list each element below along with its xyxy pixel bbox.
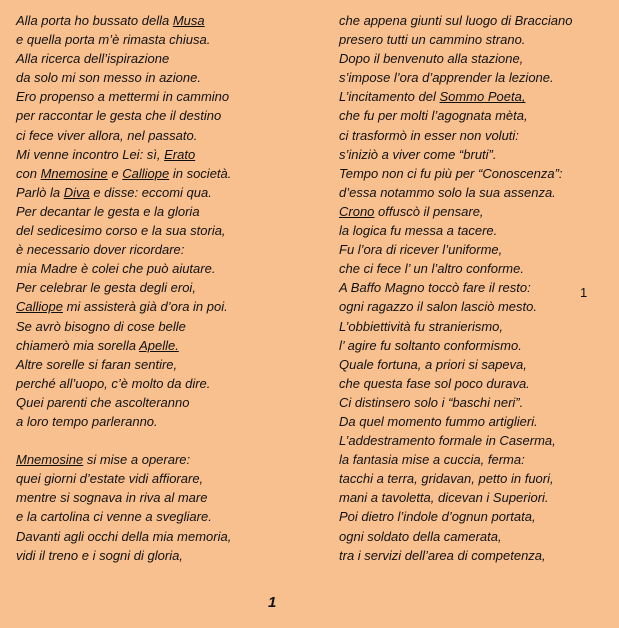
- verse-text: mi assisterà già d’ora in poi.: [62, 299, 228, 315]
- verse-text: tra i servizi dell’area di competenza,: [339, 547, 546, 563]
- verse-line: [339, 49, 609, 68]
- verse-line: [16, 317, 316, 336]
- verse-line: [16, 49, 316, 68]
- verse-text: ogni ragazzo il salon lasciò mesto.: [339, 299, 537, 315]
- verse-line: [339, 336, 609, 355]
- verse-text: che questa fase sol poco durava.: [339, 375, 530, 391]
- verse-line: [339, 317, 609, 336]
- verse-text: da solo mi son messo in azione.: [16, 70, 201, 86]
- verse-line: [16, 278, 316, 297]
- verse-line: [339, 374, 609, 393]
- verse-text: Ci distinsero solo i “baschi neri”.: [339, 394, 524, 410]
- verse-text: è necessario dover ricordare:: [16, 242, 185, 258]
- verse-text: mentre si sognava in riva al mare: [16, 490, 208, 506]
- verse-line: [339, 145, 609, 164]
- verse-text: che ci fece l’ un l’altro conforme.: [339, 261, 524, 277]
- verse-line: [339, 355, 609, 374]
- verse-line: [16, 145, 316, 164]
- verse-text: L’addestramento formale in Caserma,: [339, 433, 556, 449]
- verse-text: Quale fortuna, a priori si sapeva,: [339, 356, 527, 372]
- verse-line: [16, 336, 316, 355]
- verse-text: L’obbiettività fu stranierismo,: [339, 318, 504, 334]
- verse-line: [339, 221, 609, 240]
- underlined-name: Mnemosine: [40, 165, 108, 181]
- verse-line: [339, 412, 609, 431]
- verse-text: con: [16, 165, 41, 181]
- verse-line: [339, 431, 609, 450]
- verse-text: Tempo non ci fu più per “Conoscenza”:: [339, 165, 563, 181]
- verse-text: quei giorni d’estate vidi affiorare,: [16, 471, 204, 487]
- verse-line: [339, 240, 609, 259]
- verse-text: Ero propenso a mettermi in cammino: [16, 89, 230, 105]
- verse-line: [16, 240, 316, 259]
- verse-text: in società.: [169, 165, 232, 181]
- verse-text: perché all’uopo, c’è molto da dire.: [16, 375, 211, 391]
- verse-text: Alla porta ho bussato della: [16, 13, 173, 28]
- verse-line: [339, 11, 609, 30]
- verse-text: tacchi a terra, gridavan, petto in fuori,: [339, 471, 554, 487]
- verse-line: [339, 106, 609, 125]
- verse-text: s’iniziò a viver come “bruti”.: [339, 146, 497, 162]
- verse-line: [339, 546, 609, 565]
- verse-text: Alla ricerca dell’ispirazione: [16, 51, 170, 67]
- verse-line: [339, 126, 609, 145]
- verse-line: [16, 412, 316, 431]
- verse-line: [339, 87, 609, 106]
- verse-line: [339, 469, 609, 488]
- verse-text: s’impose l’ora d’apprender la lezione.: [339, 70, 554, 86]
- verse-text: Mi venne incontro Lei: sì,: [16, 146, 165, 162]
- verse-line: [16, 355, 316, 374]
- verse-text: vidi il treno e i sogni di gloria,: [16, 547, 183, 563]
- underlined-name: Calliope: [122, 165, 170, 181]
- verse-text: e quella porta m’è rimasta chiusa.: [16, 32, 211, 48]
- verse-line: [339, 259, 609, 278]
- verse-line: [339, 450, 609, 469]
- verse-text: che appena giunti sul luogo di Bracciano: [339, 13, 573, 28]
- verse-text: Se avrò bisogno di cose belle: [16, 318, 186, 334]
- verse-line: [16, 126, 316, 145]
- verse-line: [16, 297, 316, 316]
- verse-line: [16, 431, 316, 450]
- verse-text: del sedicesimo corso e la sua storia,: [16, 223, 226, 239]
- verse-text: offuscò il pensare,: [374, 203, 484, 219]
- verse-line: [16, 183, 316, 202]
- verse-text: presero tutti un cammino strano.: [339, 32, 526, 48]
- underlined-name: Diva: [63, 184, 90, 200]
- margin-number: 1: [580, 285, 588, 300]
- verse-line: [16, 68, 316, 87]
- verse-text: Poi dietro l’indole d’ognun portata,: [339, 509, 536, 525]
- verse-line: [16, 527, 316, 546]
- verse-line: [339, 393, 609, 412]
- verse-text: e disse: eccomi qua.: [89, 184, 212, 200]
- verse-text: Per decantar le gesta e la gloria: [16, 203, 200, 219]
- verse-text: Quei parenti che ascolteranno: [16, 394, 190, 410]
- underlined-name: Sommo Poeta,: [439, 89, 526, 105]
- underlined-name: Crono: [339, 203, 375, 219]
- verse-line: [16, 374, 316, 393]
- verse-text: e la cartolina ci venne a svegliare.: [16, 509, 212, 525]
- verse-text: Per celebrar le gesta degli eroi,: [16, 280, 196, 296]
- verse-line: [16, 221, 316, 240]
- verse-line: [16, 393, 316, 412]
- verse-line: [339, 297, 609, 316]
- underlined-name: Mnemosine: [16, 452, 84, 468]
- underlined-name: Calliope: [16, 299, 63, 315]
- verse-line: [16, 30, 316, 49]
- right-column: [339, 11, 609, 565]
- verse-line: [339, 68, 609, 87]
- verse-line: [16, 507, 316, 526]
- verse-text: Parlò la: [16, 184, 64, 200]
- verse-line: [339, 164, 609, 183]
- verse-line: [16, 488, 316, 507]
- verse-text: Altre sorelle si faran sentire,: [16, 356, 178, 372]
- verse-line: [339, 488, 609, 507]
- verse-line: [16, 259, 316, 278]
- underlined-name: Apelle.: [139, 337, 179, 353]
- verse-line: [16, 450, 316, 469]
- verse-text: la fantasia mise a cuccia, ferma:: [339, 452, 525, 468]
- verse-line: [339, 507, 609, 526]
- page-number: 1: [268, 594, 277, 611]
- verse-line: [16, 11, 316, 30]
- underlined-name: Erato: [164, 146, 196, 162]
- verse-text: Fu l’ora di ricever l’uniforme,: [339, 242, 503, 258]
- verse-text: ogni soldato della camerata,: [339, 528, 502, 544]
- underlined-name: Musa: [172, 13, 205, 28]
- verse-line: [16, 106, 316, 125]
- verse-text: a loro tempo parleranno.: [16, 413, 158, 429]
- verse-line: [16, 469, 316, 488]
- verse-text: Da quel momento fummo artiglieri.: [339, 413, 538, 429]
- verse-text: che fu per molti l’agognata mèta,: [339, 108, 528, 124]
- verse-text: si mise a operare:: [83, 452, 191, 468]
- verse-text: ci trasformò in esser non voluti:: [339, 127, 519, 143]
- verse-text: A Baffo Magno toccò fare il resto:: [339, 280, 531, 296]
- verse-line: [339, 30, 609, 49]
- verse-text: e: [107, 165, 123, 181]
- verse-text: L’incitamento del: [339, 89, 440, 105]
- verse-line: [16, 546, 316, 565]
- verse-text: d’essa notammo solo la sua assenza.: [339, 184, 556, 200]
- verse-line: [339, 183, 609, 202]
- verse-text: Davanti agli occhi della mia memoria,: [16, 528, 232, 544]
- verse-line: [339, 202, 609, 221]
- verse-text: mani a tavoletta, dicevan i Superiori.: [339, 490, 549, 506]
- verse-text: ci fece viver allora, nel passato.: [16, 127, 198, 143]
- verse-text: la logica fu messa a tacere.: [339, 223, 498, 239]
- verse-line: [16, 202, 316, 221]
- verse-text: chiamerò mia sorella: [16, 337, 140, 353]
- verse-line: [339, 527, 609, 546]
- verse-text: per raccontar le gesta che il destino: [16, 108, 222, 124]
- left-column: [16, 11, 316, 565]
- verse-text: l’ agire fu soltanto conformismo.: [339, 337, 522, 353]
- verse-text: mia Madre è colei che può aiutare.: [16, 261, 216, 277]
- verse-text: Dopo il benvenuto alla stazione,: [339, 51, 524, 67]
- verse-line: [339, 278, 609, 297]
- verse-line: [16, 164, 316, 183]
- verse-line: [16, 87, 316, 106]
